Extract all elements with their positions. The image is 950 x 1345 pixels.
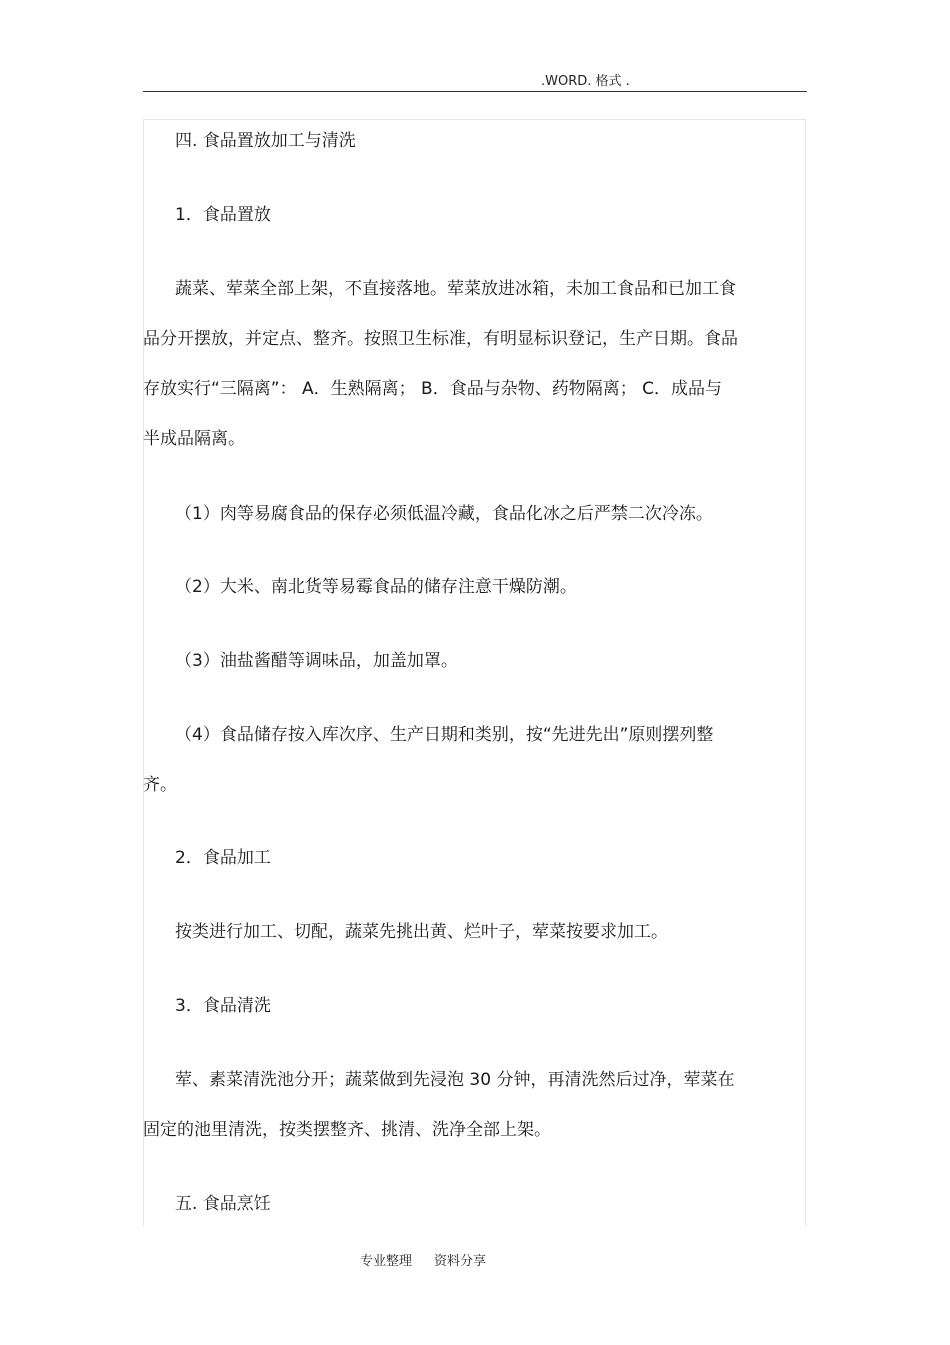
subsection-title-placement: 1．食品置放 — [175, 205, 271, 225]
subsection-title-cleaning: 3．食品清洗 — [175, 996, 271, 1016]
paragraph-line: 存放实行“三隔离”： A．生熟隔离； B．食品与杂物、药物隔离； C．成品与 — [143, 379, 722, 399]
paragraph-line: 蔬菜、荤菜全部上架，不直接落地。荤菜放进冰箱，未加工食品和已加工食 — [175, 279, 736, 299]
list-item-4-continuation: 齐。 — [143, 775, 177, 795]
page-footer — [360, 1250, 486, 1269]
section-heading-five: 五. 食品烹饪 — [175, 1194, 271, 1214]
paragraph-line: 固定的池里清洗，按类摆整齐、挑清、洗净全部上架。 — [143, 1120, 551, 1140]
footer-right-text: 资料分享 — [434, 1254, 487, 1269]
list-item-4: （4）食品储存按入库次序、生产日期和类别，按“先进先出”原则摆列整 — [175, 725, 714, 745]
header-label: .WORD. 格式 . — [541, 74, 630, 89]
footer-left-text: 专业整理 — [360, 1254, 413, 1269]
paragraph-line: 荤、素菜清洗池分开；蔬菜做到先浸泡 30 分钟，再清洗然后过净，荤菜在 — [175, 1070, 735, 1090]
section-heading-four: 四. 食品置放加工与清洗 — [175, 131, 356, 151]
list-item-2: （2）大米、南北货等易霉食品的储存注意干燥防潮。 — [175, 577, 577, 597]
paragraph-line: 半成品隔离。 — [143, 429, 245, 449]
paragraph-line: 按类进行加工、切配，蔬菜先挑出黄、烂叶子，荤菜按要求加工。 — [175, 922, 668, 942]
list-item-1: （1）肉等易腐食品的保存必须低温冷藏，食品化冰之后严禁二次冷冻。 — [175, 504, 713, 524]
paragraph-line: 品分开摆放，并定点、整齐。按照卫生标准，有明显标识登记，生产日期。食品 — [143, 329, 738, 349]
list-item-3: （3）油盐酱醋等调味品，加盖加罩。 — [175, 651, 458, 671]
subsection-title-processing: 2．食品加工 — [175, 848, 271, 868]
header-rule — [143, 91, 807, 92]
